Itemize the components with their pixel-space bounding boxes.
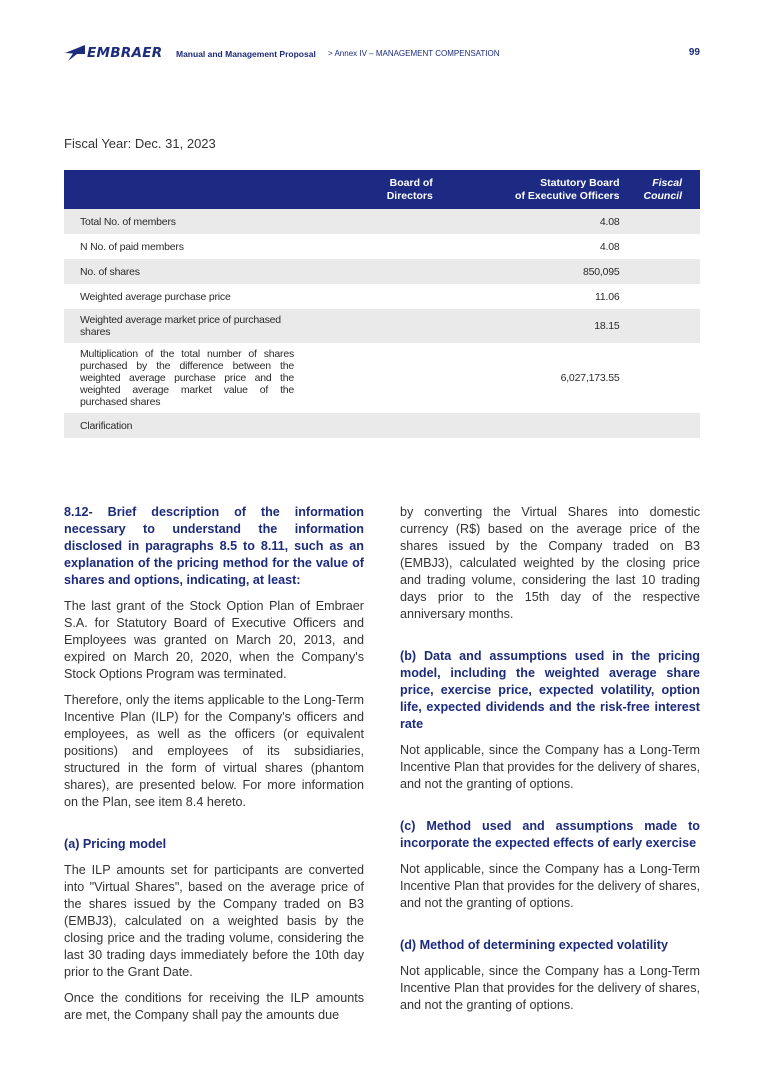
paragraph: The ILP amounts set for participants are converted into "Virtual Shares", based on the average price of the shares issued by the Company traded on B3 (EMBJ3), calculated on a weighted basis by the closing price and the trading volume, considering the last 30 trading days immediately before the 10th day prior to the Grant Date. bbox=[64, 863, 364, 979]
embraer-logo bbox=[64, 44, 163, 62]
document-title: Manual and Management Proposal bbox=[176, 49, 316, 59]
section-title: > Annex IV – MANAGEMENT COMPENSATION bbox=[328, 49, 500, 58]
paragraph: Not applicable, since the Company has a Long-Term Incentive Plan that provides for the delivery of shares, and not the granting of options. bbox=[400, 743, 700, 791]
cell-fiscal bbox=[636, 343, 701, 413]
cell-executive: 18.15 bbox=[449, 309, 636, 343]
cell-board bbox=[310, 343, 449, 413]
cell-board bbox=[310, 209, 449, 234]
embraer-plane-icon bbox=[64, 44, 86, 62]
table-row bbox=[64, 413, 700, 438]
cell-executive: 6,027,173.55 bbox=[560, 372, 620, 384]
row-label: Multiplication of the total number of shares purchased by the difference between the weighted average purchase price and the weighted average market value of the purchased shares bbox=[80, 348, 295, 408]
table-row bbox=[64, 284, 700, 309]
cell-board bbox=[310, 284, 449, 309]
cell-board bbox=[310, 234, 449, 259]
table-row bbox=[64, 309, 700, 343]
column-header-executive: Statutory Board of Executive Officers bbox=[449, 170, 636, 209]
table-row bbox=[64, 234, 700, 259]
cell-board bbox=[310, 413, 449, 438]
cell-fiscal bbox=[636, 234, 701, 259]
column-header-board: Board of Directors bbox=[310, 170, 449, 209]
cell-executive: 4.08 bbox=[599, 240, 620, 253]
cell-executive: 11.06 bbox=[595, 290, 620, 303]
cell-fiscal bbox=[636, 209, 701, 234]
cell-board bbox=[310, 259, 449, 284]
paragraph: Once the conditions for receiving the ILP amounts are met, the Company shall pay the amounts due bbox=[64, 991, 364, 1022]
table-row bbox=[64, 209, 700, 234]
cell-fiscal bbox=[636, 284, 701, 309]
row-label: N No. of paid members bbox=[80, 240, 184, 253]
page-number: 99 bbox=[688, 47, 700, 58]
cell-fiscal bbox=[636, 309, 701, 343]
logo-wordmark: EMBRAER bbox=[87, 45, 163, 61]
table-row bbox=[64, 343, 700, 413]
subheading-pricing-model: (a) Pricing model bbox=[64, 837, 167, 851]
compensation-table bbox=[64, 170, 700, 438]
left-text-column bbox=[64, 504, 364, 1033]
fiscal-year-label: Fiscal Year: Dec. 31, 2023 bbox=[64, 136, 216, 151]
subheading-data-assumptions: (b) Data and assumptions used in the pricing model, including the weighted average share price, exercise price, expected volatility, option life, expected dividends and the risk-free interest rate bbox=[400, 649, 700, 731]
paragraph: by converting the Virtual Shares into domestic currency (R$) based on the average price of the shares issued by the Company traded on B3 (EMBJ3), calculated weighted by the closing price and trading volume, considering the last 10 trading days prior to the 15th day of the respective anniversary months. bbox=[400, 505, 700, 621]
row-label: Clarification bbox=[64, 413, 310, 438]
table-row bbox=[64, 259, 700, 284]
cell-fiscal bbox=[636, 259, 701, 284]
paragraph: Not applicable, since the Company has a Long-Term Incentive Plan that provides for the delivery of shares, and not the granting of options. bbox=[400, 862, 700, 910]
cell-executive: 850,095 bbox=[449, 259, 636, 284]
paragraph: The last grant of the Stock Option Plan of Embraer S.A. for Statutory Board of Executive Officers and Employees was granted on March 20, 2013, and expired on March 20, 2020, when the Company's Stock Options Program was terminated. bbox=[64, 599, 364, 681]
table-header-row bbox=[64, 170, 700, 209]
row-label: Weighted average purchase price bbox=[80, 290, 231, 303]
column-header-fiscal: Fiscal Council bbox=[636, 170, 701, 209]
page-header bbox=[64, 44, 700, 66]
section-heading-8-12: 8.12- Brief description of the information necessary to understand the information disclosed in paragraphs 8.5 to 8.11, such as an explanation of the pricing method for the value of shares and options, indicating, at least: bbox=[64, 505, 364, 587]
right-text-column bbox=[400, 504, 700, 1023]
paragraph: Not applicable, since the Company has a Long-Term Incentive Plan that provides for the delivery of shares, and not the granting of options. bbox=[400, 964, 700, 1012]
cell-executive: 4.08 bbox=[449, 209, 636, 234]
row-label: Total No. of members bbox=[64, 209, 310, 234]
paragraph: Therefore, only the items applicable to the Long-Term Incentive Plan (ILP) for the Company's officers and employees, as well as the officers (or equivalent positions) and employees of its subsidiaries, structured in the form of virtual shares (phantom shares), are presented below. For more information on the Plan, see item 8.4 hereto. bbox=[64, 693, 364, 809]
empty-header-cell bbox=[64, 170, 310, 209]
cell-fiscal bbox=[636, 413, 701, 438]
subheading-volatility: (d) Method of determining expected volatility bbox=[400, 938, 668, 952]
row-label: Weighted average market price of purchased shares bbox=[64, 309, 310, 343]
row-label: No. of shares bbox=[64, 259, 310, 284]
cell-board bbox=[310, 309, 449, 343]
subheading-early-exercise: (c) Method used and assumptions made to incorporate the expected effects of early exercise bbox=[400, 819, 700, 850]
cell-executive bbox=[449, 413, 636, 438]
